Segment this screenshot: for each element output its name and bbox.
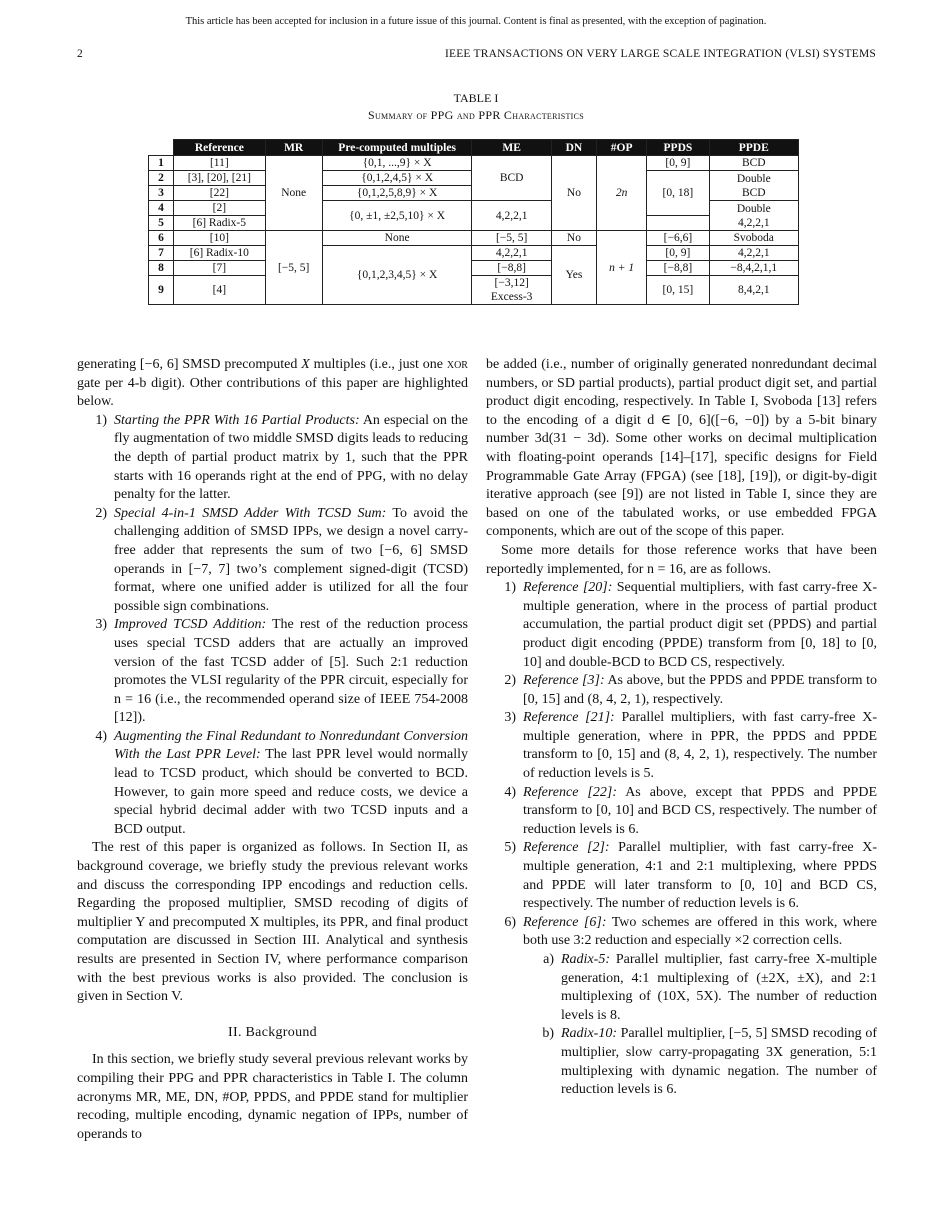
cell-reference: [4] [174, 276, 265, 305]
cell-ppde: 8,4,2,1 [709, 276, 798, 305]
cell-mr: None [265, 156, 322, 231]
cell-reference: [6] Radix-10 [174, 246, 265, 261]
cell-me: 4,2,2,1 [472, 201, 551, 231]
cell-ppde: BCD [709, 156, 798, 171]
cell-dn: No [551, 231, 596, 246]
cell-ppds: [0, 9] [647, 156, 709, 171]
list-item: 6) Reference [6]: Two schemes are offered in this work, where both use 3:2 reduction and especially ×2 correction cells. [504, 914, 878, 949]
cell-reference: [2] [174, 201, 265, 216]
list-item: 2) Special 4-in-1 SMSD Adder With TCSD Sum: To avoid the challenging addition of SMSD IPPs, we design a novel carry-free adder that represents the sum of two [−6, 6] SMSD operands in [−7, 7] two’s complement signed-digit (TCSD) format, where one unified adder is utilized for all the four possible sign combinations. [95, 505, 468, 614]
cell-reference: [7] [174, 261, 265, 276]
cell-precomputed: {0,1, ...,9} × X [322, 156, 472, 171]
row-number: 9 [149, 276, 174, 305]
header-precomputed: Pre-computed multiples [322, 140, 472, 156]
table-row [149, 231, 799, 246]
cell-ppde: Double BCD [709, 171, 798, 201]
list-item: 3) Reference [21]: Parallel multipliers, with fast carry-free X-multiple generation, where in PPR, the PPDS and PPDE transform to [0, 15] and (8, 4, 2, 1), respectively. The number of reduction levels is 5. [504, 710, 877, 782]
list-item: 5) Reference [2]: Parallel multiplier, with fast carry-free X-multiple generation, 4:1 and 2:1 multiplexing, where PPDS and PPDE will later transform to [0, 10] and BCD CS, respectively. The number of reduction levels is 6. [504, 840, 877, 912]
cell-ppde: Double 4,2,2,1 [709, 201, 798, 231]
cell-ppds: [0, 18] [647, 171, 709, 216]
cell-reference: [10] [174, 231, 265, 246]
list-item: 4) Augmenting the Final Redundant to Nonredundant Conversion With the Last PPR Level: The last PPR level would normally lead to TCSD product, which should be converted to BCD. However, to gain more speed and reduce costs, we device a special hybrid decimal adder with two TCSD inputs and a BCD output. [95, 728, 468, 837]
cell-precomputed: {0,1,2,4,5} × X [322, 171, 472, 186]
row-number: 6 [149, 231, 174, 246]
list-item: 1) Starting the PPR With 16 Partial Products: An especial on the fly augmentation of two middle SMSD digits leads to reducing the depth of partial product matrix by 1, such that the PPR starts with 16 operands right at the end of PPG, with no delay penalty for the latter. [95, 412, 468, 503]
cell-reference: [6] Radix-5 [174, 216, 265, 231]
cell-me: [−3,12] Excess-3 [472, 276, 551, 305]
page-number: 2 [77, 48, 83, 60]
list-subitem: a) Radix-5: Parallel multiplier, fast carry-free X-multiple generation, 4:1 multiplexing of (±2X, ±X), and 2:1 multiplexing of (10X, 5X). The number of reduction levels is 8. [543, 952, 877, 1023]
cell-ppds: [0, 15] [647, 276, 709, 305]
cell-ppds: [−6,6] [647, 231, 709, 246]
table-row [149, 261, 799, 276]
list-item: 1) Reference [20]: Sequential multipliers, with fast carry-free X-multiple generation, where in the process of partial product accumulation, the partial product digit set (PPDS) and partial product digit encoding (PPDE) transform from [0, 18] to [0, 10] and double-BCD to BCD CS, respectively. [504, 580, 877, 670]
row-number: 2 [149, 171, 174, 186]
row-number: 8 [149, 261, 174, 276]
acronym-paragraph: be added (i.e., number of originally generated nonredundant decimal numbers, or SD partial products), partial product digit set, and partial product digit encoding, respectively. In Table I, Svoboda [13] refers to the encoding of a digit d ∈ [0, 6]([−6, −0]) by a 5-bit binary number 3d(31 − 3d). Some other works on decimal multiplication with floating-point operands [14]–[17], specific designs for Field Programmable Gate Array (FPGA) (see [18], [19]), or digit-by-digit iterative approach (see [9]) are not listed in Table I, since they are based on one of the tabulated works, or use embedded FPGA components, which are out of the scope of this paper. [486, 357, 877, 540]
cell-reference: [22] [174, 186, 265, 201]
running-head: IEEE TRANSACTIONS ON VERY LARGE SCALE INTEGRATION (VLSI) SYSTEMS [444, 48, 876, 60]
row-number: 4 [149, 201, 174, 216]
details-intro-paragraph: Some more details for those reference works that have been reportedly implemented, for n = 16, are as follows. [486, 542, 877, 577]
cell-ppde: Svoboda [709, 231, 798, 246]
cell-dn: No [551, 156, 596, 231]
organization-paragraph: The rest of this paper is organized as follows. In Section II, as background coverage, we briefly study the previous relevant works and discuss the corresponding IPP encodings and reduction cells. Regarding the proposed multiplier, SMSD recoding of digits of multiplier Y and precomputed X multiples, its PPR, and final product computation are discussed in Section III. Analytical and synthesis results are presented in Section IV, where performance comparison with the best previous works is also provided. The conclusion is given in Section V. [77, 840, 468, 1005]
cell-me: BCD [472, 156, 551, 201]
acceptance-notice: This article has been accepted for inclusion in a future issue of this journal. Content is final as presented, with the exception of pagination. [185, 16, 767, 27]
section-heading: II. Background [228, 1024, 317, 1040]
table-caption: Summary of PPG and PPR Characteristics [367, 108, 585, 122]
cell-op: 2n [597, 156, 647, 231]
header-op: #OP [597, 140, 647, 156]
row-number: 1 [149, 156, 174, 171]
right-column [486, 356, 877, 1100]
header-dn: DN [551, 140, 596, 156]
header-blank [149, 140, 174, 156]
background-paragraph: In this section, we briefly study several previous relevant works by compiling their PPG and PPR characteristics in Table I. The column acronyms MR, ME, DN, #OP, PPDS, and PPDE stand for multiplier recoding, multiple encoding, dynamic negation of IPPs, number of operands to [77, 1052, 468, 1142]
cell-me: [−5, 5] [472, 231, 551, 246]
header-reference: Reference [174, 140, 265, 156]
header-ppde: PPDE [709, 140, 798, 156]
table-row [149, 276, 799, 305]
table-row [149, 156, 799, 171]
table-label: TABLE I [453, 91, 499, 105]
table-row [149, 246, 799, 261]
header-ppds: PPDS [647, 140, 709, 156]
characteristics-table [148, 139, 799, 305]
row-number: 5 [149, 216, 174, 231]
cell-precomputed: None [322, 231, 472, 246]
row-number: 7 [149, 246, 174, 261]
cell-ppds: [0, 9] [647, 246, 709, 261]
header-me: ME [472, 140, 551, 156]
row-number: 3 [149, 186, 174, 201]
cell-reference: [3], [20], [21] [174, 171, 265, 186]
left-column [77, 356, 468, 1144]
list-item: 3) Improved TCSD Addition: The rest of the reduction process uses special TCSD adders that are actually an improved version of the fast TCSD adder of [5]. Such 2:1 reduction promotes the VLSI regularity of the PPR circuit, especially for n = 16 (i.e., the recommended operand size of IEEE 754-2008 [12]). [95, 617, 468, 726]
cell-precomputed: {0,1,2,5,8,9} × X [322, 186, 472, 201]
header-mr: MR [265, 140, 322, 156]
table-header-row [149, 140, 799, 156]
intro-paragraph: generating [−6, 6] SMSD precomputed X multiples (i.e., just one xor gate per 4-b digit). Other contributions of this paper are highlighted below. [77, 357, 468, 410]
cell-op: n + 1 [597, 231, 647, 305]
cell-ppde: 4,2,2,1 [709, 246, 798, 261]
cell-precomputed: {0, ±1, ±2,5,10} × X [322, 201, 472, 231]
list-item: 4) Reference [22]: As above, except that PPDS and PPDE transform to [0, 10] and BCD CS, respectively. The number of reduction levels is 6. [504, 784, 878, 837]
cell-me: 4,2,2,1 [472, 246, 551, 261]
cell-reference: [11] [174, 156, 265, 171]
cell-dn: Yes [551, 246, 596, 305]
cell-ppde: −8,4,2,1,1 [709, 261, 798, 276]
list-item: 2) Reference [3]: As above, but the PPDS and PPDE transform to [0, 15] and (8, 4, 2, 1), respectively. [504, 673, 877, 707]
cell-me: [−8,8] [472, 261, 551, 276]
cell-mr: [−5, 5] [265, 231, 322, 305]
cell-precomputed: {0,1,2,3,4,5} × X [322, 246, 472, 305]
cell-ppds: [−8,8] [647, 261, 709, 276]
list-subitem: b) Radix-10: Parallel multiplier, [−5, 5] SMSD recoding of multiplier, slow carry-propagating 3X generation, 5:1 multiplexing with dynamic negation. The number of reduction levels is 6. [542, 1026, 877, 1098]
